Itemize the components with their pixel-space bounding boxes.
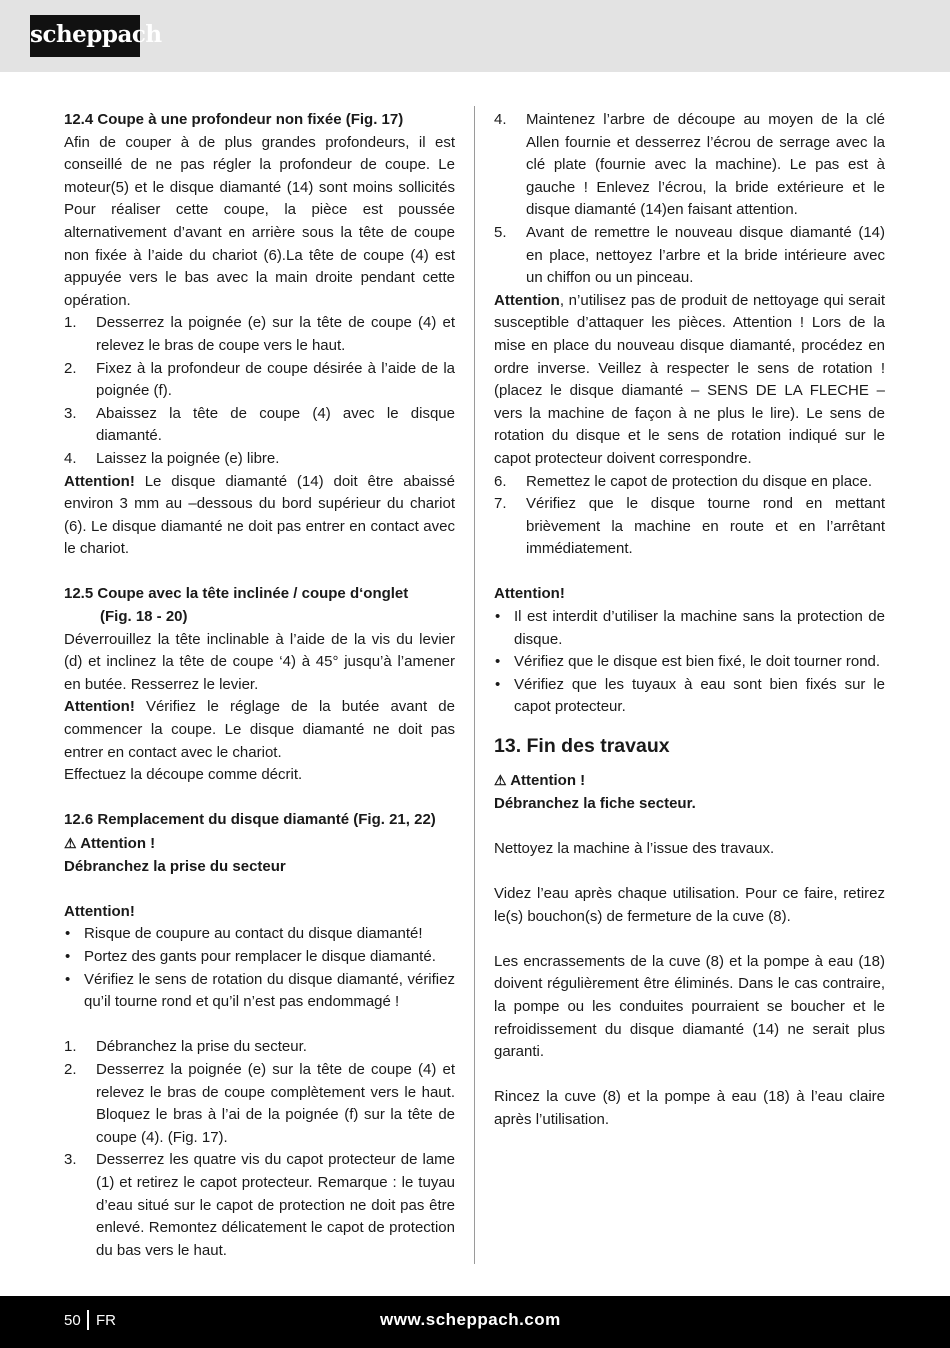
numbered-step: [494, 493, 885, 561]
attention-text: , n’utilisez pas de produit de nettoyage qui serait susceptible d’attaquer les pièces. Attention ! Lors de la mise en place du nouveau disque diamanté, procédez en ordre inverse. Veillez à respecter le sens de rotation ! (placez le disque diamanté – SENS DE LA FLECHE – vers la machine de façon à ne plus le lire). Le sens de rotation du disque et le sens de rotation indiqué sur le capot protecteur doivent correspondre.: [494, 291, 885, 467]
right-column: [494, 109, 885, 1132]
footer-separator: [87, 1310, 89, 1330]
section-12-5-attention: [64, 696, 455, 764]
section-13-title: 13. Fin des travaux: [494, 735, 670, 758]
page-header: [0, 0, 950, 72]
numbered-step: [64, 312, 455, 357]
scheppach-logo: scheppach: [30, 15, 140, 57]
numbered-step: [494, 222, 885, 290]
step-number: 7.: [494, 495, 507, 513]
step-number: 4.: [64, 449, 77, 467]
section-12-6-steps: [64, 1036, 455, 1262]
section-12-6-unplug: Débranchez la prise du secteur: [64, 857, 286, 875]
step-text: Avant de remettre le nouveau disque diamanté (14) en place, nettoyez l’arbre et la bride intérieure avec un chiffon ou un pinceau.: [526, 223, 885, 287]
numbered-step: [64, 358, 455, 403]
numbered-step: [494, 109, 885, 222]
step-number: 3.: [64, 1151, 77, 1169]
bullet-icon: •: [65, 970, 71, 988]
step-text: Abaissez la tête de coupe (4) avec le disque diamanté.: [96, 404, 455, 445]
section-13-unplug: Débranchez la fiche secteur.: [494, 794, 696, 812]
step-text: Desserrez la poignée (e) sur la tête de coupe (4) et relevez le bras de coupe complètement vers le haut. Bloquez le bras à l’ai de la poignée (f) sur la tête de coupe (4). (Fig. 17).: [96, 1060, 455, 1146]
section-12-5-figref: (Fig. 18 - 20): [100, 608, 188, 626]
bullet-text: Vérifiez que le disque est bien fixé, le doit tourner rond.: [514, 653, 881, 671]
attention-label: Attention!: [64, 472, 135, 490]
bullet-item: [494, 651, 885, 674]
warning-label: Attention !: [510, 772, 586, 790]
website-link[interactable]: www.scheppach.com: [380, 1310, 561, 1329]
bullet-icon: •: [495, 608, 501, 626]
step-number: 4.: [494, 111, 507, 128]
column-divider: [474, 106, 475, 1264]
step-text: Débranchez la prise du secteur.: [96, 1038, 307, 1056]
attention-text: Vérifiez le réglage de la butée avant de commencer la coupe. Le disque diamanté ne doit pas entrer en contact avec le chariot.: [64, 698, 455, 761]
attention-text: Le disque diamanté (14) doit être abaissé environ 3 mm au –dessous du bord supérieur du chariot (6). Le disque diamanté ne doit pas entrer en contact avec le chariot.: [64, 472, 455, 558]
left-column: [64, 109, 455, 1262]
section-13-paragraph-3: Les encrassements de la cuve (8) et la pompe à eau (18) doivent régulièrement être éliminés. Dans le cas contraire, la pompe ou les conduites pourraient se boucher et le refroidissement du disque diamanté (14) ne serait plus garanti.: [494, 952, 885, 1061]
rotation-attention: [494, 290, 885, 471]
section-12-4-title: 12.4 Coupe à une profondeur non fixée (Fig. 17): [64, 111, 404, 128]
section-12-4-text: Afin de couper à de plus grandes profondeurs, il est conseillé de ne pas régler la profondeur de coupe. Le moteur(5) et le disque diamanté (14) sont moins sollicités Pour réaliser cette coupe, la pièce est poussée alternativement d’avant en arrière sous la tête de coupe non fixée à l’aide du chariot (6).La tête de coupe (4) est appuyée vers le bas avec la main droite pendant cette opération.: [64, 133, 455, 309]
section-12-6-attention: Attention!: [64, 902, 135, 920]
numbered-step: [494, 471, 885, 494]
step-number: 1.: [64, 314, 77, 332]
bullet-icon: •: [495, 653, 501, 671]
bullet-item: [494, 606, 885, 651]
bullet-text: Risque de coupure au contact du disque diamanté!: [84, 925, 423, 943]
step-number: 3.: [64, 404, 77, 422]
numbered-step: [64, 403, 455, 448]
page-footer: [0, 1296, 950, 1348]
bullet-icon: •: [65, 947, 71, 965]
warning-label: Attention !: [80, 835, 156, 852]
bullet-text: Portez des gants pour remplacer le disque diamanté.: [84, 947, 436, 965]
section-13-paragraph-1: Nettoyez la machine à l’issue des travaux.: [494, 839, 775, 857]
section-12-4-attention: [64, 471, 455, 561]
step-text: Desserrez la poignée (e) sur la tête de coupe (4) et relevez le bras de coupe vers le haut.: [96, 314, 455, 354]
replacement-steps-final: [494, 471, 885, 561]
section-12-5-title: 12.5 Coupe avec la tête inclinée / coupe d‘onglet: [64, 585, 409, 603]
step-number: 6.: [494, 472, 507, 490]
numbered-step: [64, 448, 455, 471]
attention-label: Attention: [494, 291, 560, 309]
bullet-item: [64, 946, 455, 969]
step-text: Vérifiez que le disque tourne rond en mettant brièvement la machine en route et en l’arrêtant immédiatement.: [526, 495, 885, 558]
section-12-6-bullets: [64, 923, 455, 1013]
bullet-item: [64, 969, 455, 1014]
bullet-icon: •: [495, 675, 501, 693]
step-number: 5.: [494, 223, 507, 241]
warning-triangle-icon: ⚠: [64, 835, 77, 851]
step-number: 2.: [64, 359, 77, 377]
language-code: FR: [96, 1312, 116, 1329]
bullet-text: Vérifiez le sens de rotation du disque diamanté, vérifiez qu’il tourne rond et qu’il n’est pas endommagé !: [84, 970, 455, 1011]
step-number: 1.: [64, 1038, 77, 1056]
step-text: Fixez à la profondeur de coupe désirée à l’aide de la poignée (f).: [96, 359, 455, 400]
step-text: Remettez le capot de protection du disque en place.: [526, 472, 873, 490]
attention-heading: Attention!: [494, 585, 565, 603]
attention-bullets: [494, 606, 885, 719]
section-12-6-warning: [64, 832, 455, 856]
bullet-text: Vérifiez que les tuyaux à eau sont bien fixés sur le capot protecteur.: [514, 675, 885, 716]
bullet-text: Il est interdit d’utiliser la machine sans la protection de disque.: [514, 608, 885, 648]
section-12-5-end: Effectuez la découpe comme décrit.: [64, 766, 303, 784]
step-text: Maintenez l’arbre de découpe au moyen de la clé Allen fournie et desserrez l’écrou de serrage avec la clé plate (fournie avec la machine). Le pas est à gauche ! Enlevez l’écrou, la bride extérieure et le disque diamanté (14)en faisant attention.: [526, 111, 885, 219]
step-number: 2.: [64, 1060, 77, 1078]
step-text: Laissez la poignée (e) libre.: [96, 449, 280, 467]
section-12-6-title: 12.6 Remplacement du disque diamanté (Fig. 21, 22): [64, 811, 436, 829]
section-12-4-steps: [64, 312, 455, 470]
section-13-paragraph-2: Videz l’eau après chaque utilisation. Pour ce faire, retirez le(s) bouchon(s) de fermeture de la cuve (8).: [494, 885, 885, 925]
numbered-step: [64, 1149, 455, 1262]
bullet-item: [494, 674, 885, 719]
numbered-step: [64, 1059, 455, 1149]
replacement-steps-continued: [494, 109, 885, 290]
page-number: 50: [64, 1312, 81, 1329]
bullet-icon: •: [65, 925, 71, 943]
attention-label: Attention!: [64, 698, 135, 716]
warning-triangle-icon: ⚠: [494, 772, 507, 789]
step-text: Desserrez les quatre vis du capot protecteur de lame (1) et retirez le capot protecteur. Remarque : le tuyau d’eau situé sur le capot de protection ne doit pas être enlevé. Remontez délicatement le capot de protection du bas vers le haut.: [96, 1151, 455, 1259]
bullet-item: [64, 923, 455, 946]
section-13-paragraph-4: Rincez la cuve (8) et la pompe à eau (18) à l’eau claire après l’utilisation.: [494, 1088, 885, 1128]
section-13-warning: [494, 769, 885, 793]
numbered-step: [64, 1036, 455, 1059]
section-12-5-text: Déverrouillez la tête inclinable à l’aide de la vis du levier (d) et inclinez la tête de coupe ‘4) à 45° jusqu’à l’amener en butée. Resserrez le levier.: [64, 630, 455, 693]
